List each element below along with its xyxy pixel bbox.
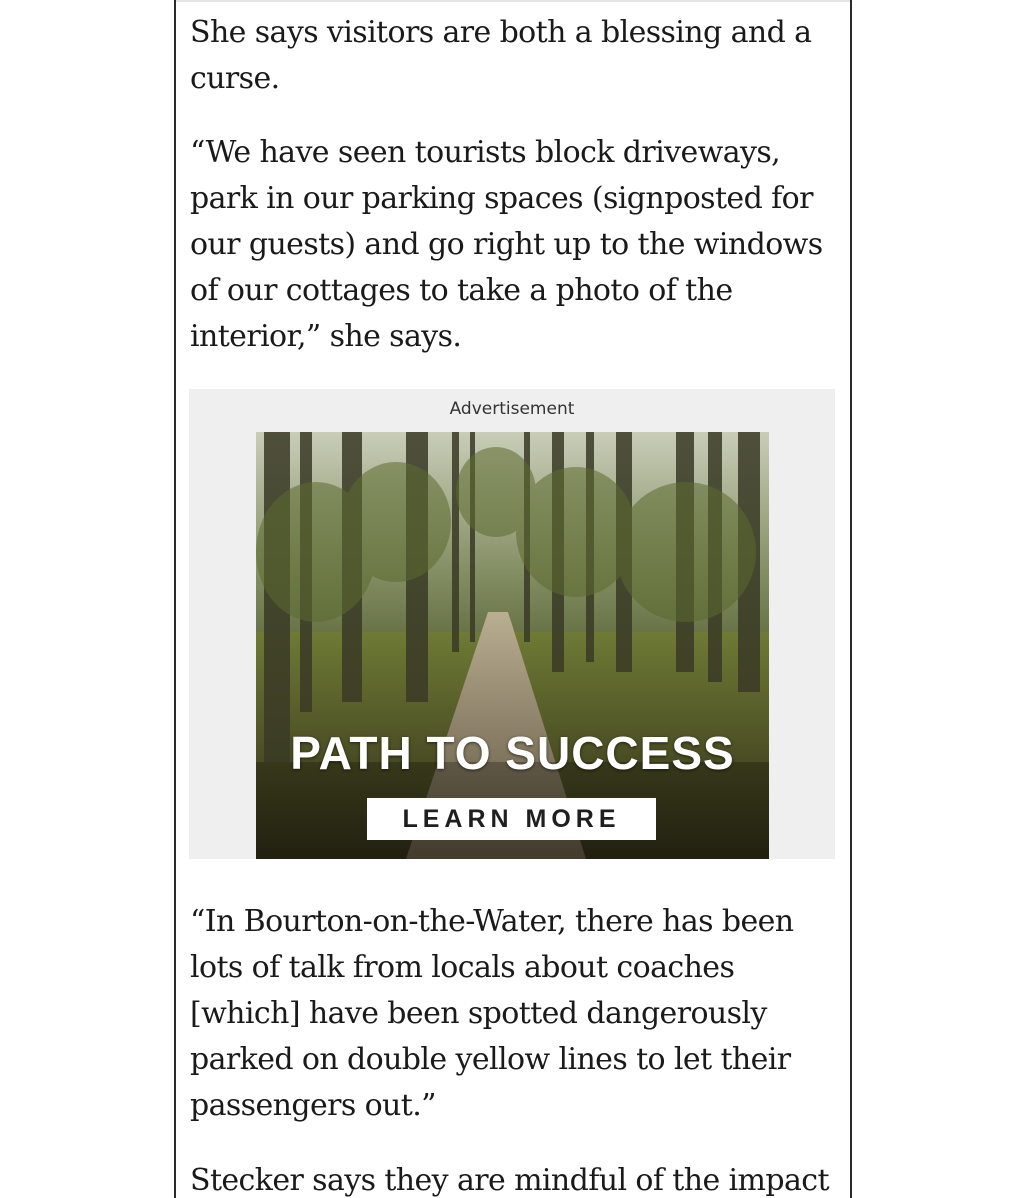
article-page bbox=[174, 0, 852, 1198]
ad-banner[interactable] bbox=[256, 432, 769, 859]
article-paragraph: Stecker says they are mindful of the impact bbox=[190, 1163, 829, 1198]
forest-path-image bbox=[256, 432, 769, 859]
advertisement-label: Advertisement bbox=[449, 399, 575, 419]
ad-headline: PATH TO SUCCESS bbox=[290, 727, 735, 779]
article-paragraph: “In Bourton-on-the-Water, there has been lots of talk from locals about coaches [which] have been spotted dangerously parked on double yellow lines to let their passengers out.” bbox=[190, 904, 794, 1123]
learn-more-button[interactable]: LEARN MORE bbox=[367, 798, 656, 840]
article-paragraph: She says visitors are both a blessing and a curse. bbox=[190, 15, 812, 96]
article-paragraph: “We have seen tourists block driveways, park in our parking spaces (signposted for our guests) and go right up to the windows of our cottages to take a photo of the interior,” she says. bbox=[190, 135, 823, 354]
advertisement-container bbox=[189, 389, 835, 859]
top-divider bbox=[176, 0, 850, 2]
